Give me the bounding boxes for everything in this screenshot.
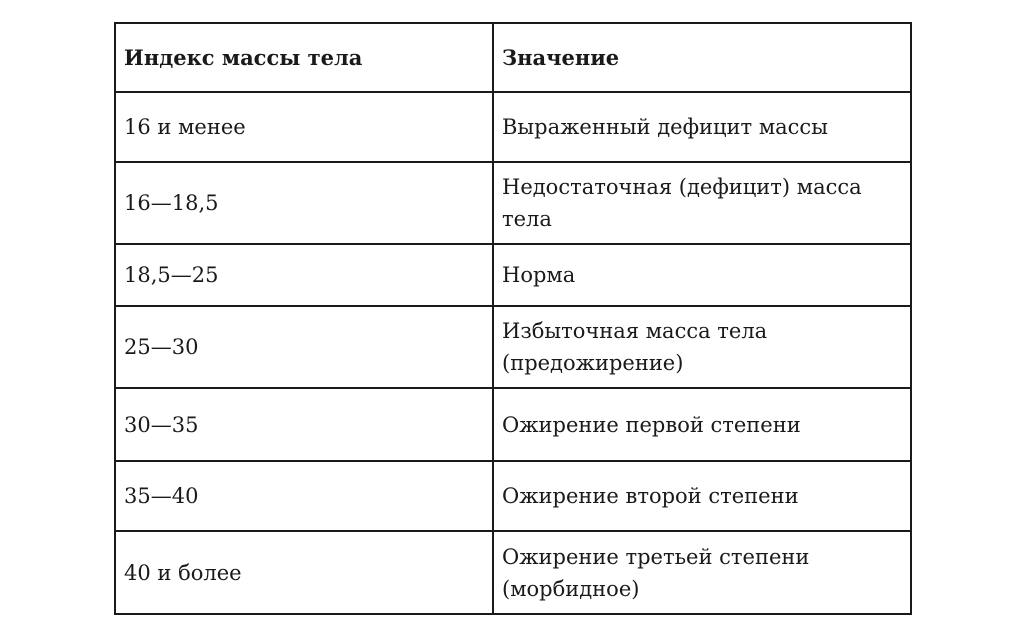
meaning-cell: Ожирение второй степени	[493, 461, 911, 531]
meaning-cell: Ожирение первой степени	[493, 388, 911, 461]
meaning-cell: Недостаточная (дефицит) масса тела	[493, 162, 911, 244]
meaning-cell: Выраженный дефицит массы	[493, 92, 911, 162]
bmi-range-cell: 25—30	[115, 306, 493, 388]
bmi-table	[114, 22, 912, 615]
table-row	[115, 92, 911, 162]
bmi-range-cell: 16—18,5	[115, 162, 493, 244]
bmi-range-cell: 18,5—25	[115, 244, 493, 306]
meaning-cell: Норма	[493, 244, 911, 306]
meaning-cell: Избыточная масса тела (предожирение)	[493, 306, 911, 388]
bmi-range-cell: 35—40	[115, 461, 493, 531]
bmi-range-cell: 40 и более	[115, 531, 493, 614]
header-meaning: Значение	[493, 23, 911, 92]
table-row	[115, 461, 911, 531]
meaning-cell: Ожирение третьей степени (морбидное)	[493, 531, 911, 614]
table-row	[115, 162, 911, 244]
table-row	[115, 531, 911, 614]
table-row	[115, 244, 911, 306]
table-row	[115, 388, 911, 461]
table-header-row	[115, 23, 911, 92]
bmi-range-cell: 30—35	[115, 388, 493, 461]
bmi-range-cell: 16 и менее	[115, 92, 493, 162]
header-bmi-index: Индекс массы тела	[115, 23, 493, 92]
table-row	[115, 306, 911, 388]
